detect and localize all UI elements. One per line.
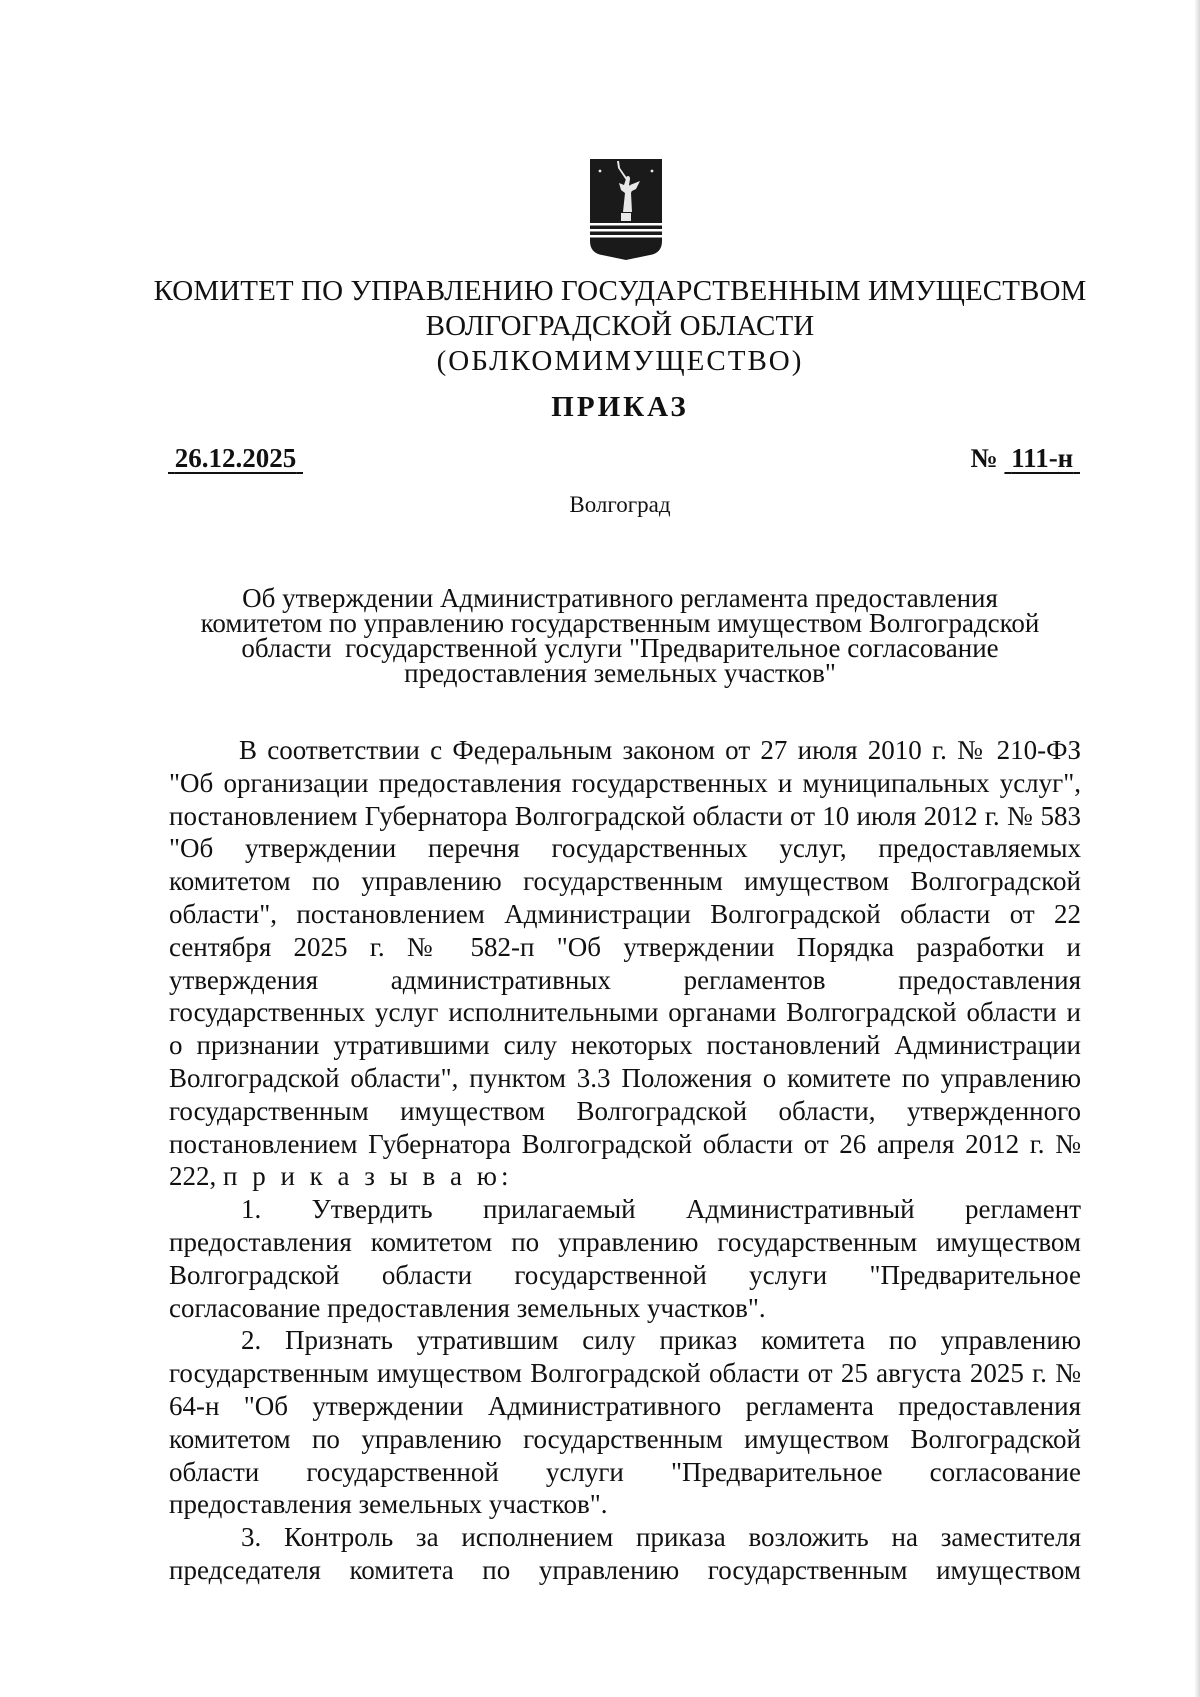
coat-of-arms-icon	[588, 157, 664, 261]
organization-name	[120, 274, 1120, 379]
document-subject	[200, 583, 1040, 688]
number-sign: №	[970, 443, 998, 473]
page-edge-shadow	[1194, 0, 1200, 1697]
order-item-1: 1. Утвердить прилагаемый Административный регламент предоставления комитетом по управлению государственным имуществом Волгоградской области государственной услуги "Предварительное согласование предоставления земельных участков".	[169, 1194, 1081, 1323]
org-name-line: КОМИТЕТ ПО УПРАВЛЕНИЮ ГОСУДАРСТВЕННЫМ ИМУЩЕСТВОМ	[153, 275, 1087, 307]
org-short-name: (ОБЛКОМИМУЩЕСТВО)	[436, 345, 804, 377]
subject-line: Об утверждении Административного регламента предоставления	[242, 583, 998, 613]
document-number	[971, 443, 1080, 474]
emblem-stripe	[590, 223, 662, 226]
preamble-text: В соответствии с Федеральным законом от 27 июля 2010 г. № 210-ФЗ "Об организации предоставления государственных и муниципальных услуг", постановлением Губернатора Волгоградской области от 10 июля 2012 г. № 583 "Об утверждении перечня государственных услуг, предоставляемых комитетом по управлению государственным имуществом Волгоградской области", постановлением Администрации Волгоградской области от 22 сентября 2025 г. № 582-п "Об утверждении Порядка разработки и утверждения административных регламентов предоставления государственных услуг исполнительными органами Волгоградской области и о признании утратившими силу некоторых постановлений Администрации Волгоградской области", пунктом 3.3 Положения о комитете по управлению государственным имуществом Волгоградской области, утвержденного постановлением Губернатора Волгоградской области от 26 апреля 2012 г. № 222,	[169, 735, 1081, 1192]
order-item-3: 3. Контроль за исполнением приказа возложить на заместителя председателя комитета по управлению государственным имуществом	[169, 1522, 1081, 1585]
subject-line: предоставления земельных участков"	[404, 658, 836, 688]
document-date-value: 26.12.2025	[174, 443, 297, 473]
emblem-stripe	[590, 235, 662, 238]
document-number-value: 111-н	[1011, 443, 1074, 473]
order-item-2: 2. Признать утратившим силу приказ комитета по управлению государственным имуществом Волгоградской области от 25 августа 2025 г. № 64-н "Об утверждении Административного регламента предоставления комитетом по управлению государственным имуществом Волгоградской области государственной услуги "Предварительное согласование предоставления земельных участков".	[169, 1325, 1081, 1520]
document-type-title: ПРИКАЗ	[551, 391, 689, 423]
order-word: п р и к а з ы в а ю:	[223, 1161, 513, 1192]
emblem-stripe	[590, 229, 662, 232]
document-date	[168, 443, 303, 474]
document-body	[169, 734, 1081, 1587]
preamble-paragraph	[169, 734, 1081, 1193]
subject-line: комитетом по управлению государственным имуществом Волгоградской	[200, 608, 1040, 638]
document-city: Волгоград	[569, 492, 671, 517]
subject-line: области государственной услуги "Предварительное согласование	[241, 633, 999, 663]
org-name-line: ВОЛГОГРАДСКОЙ ОБЛАСТИ	[425, 310, 815, 342]
